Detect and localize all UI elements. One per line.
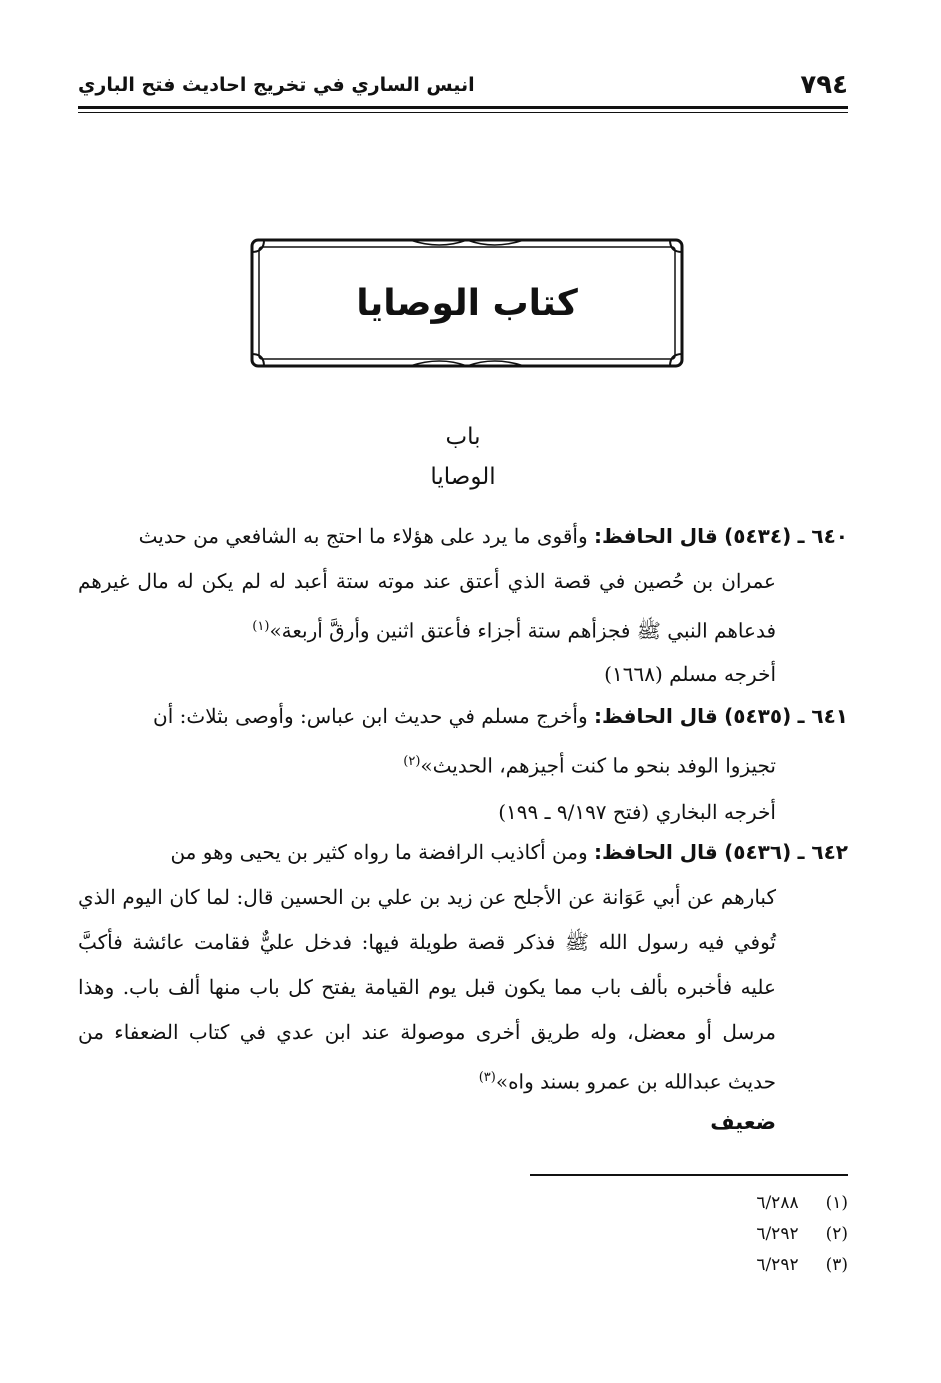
takhrij-note: أخرجه مسلم (١٦٦٨) bbox=[604, 662, 776, 686]
entry-text: وأخرج مسلم في حديث ابن عباس: وأوصى بثلاث: أن bbox=[153, 704, 588, 728]
entry-continuation bbox=[78, 875, 848, 1105]
entry-lead: قال الحافظ: bbox=[594, 704, 718, 728]
footnote-text: ٦/٢٩٢ bbox=[756, 1255, 799, 1275]
header-rule bbox=[78, 106, 848, 109]
entry-text: ومن أكاذيب الرافضة ما رواه كثير بن يحيى وهو من bbox=[170, 840, 588, 864]
book-title: انيس الساري في تخريج احاديث فتح الباري bbox=[78, 74, 475, 96]
entry-lead: قال الحافظ: bbox=[594, 840, 718, 864]
entry-reference: (٥٤٣٤) bbox=[724, 524, 792, 548]
hadith-entry bbox=[78, 830, 848, 1105]
footnote-rule bbox=[530, 1174, 848, 1176]
entry-number: ٦٤٢ ـ bbox=[797, 840, 848, 864]
footnote-marker: (٣) bbox=[478, 1070, 496, 1085]
section-label: باب bbox=[445, 424, 481, 450]
entry-text-rest: عمران بن حُصين في قصة الذي أعتق عند موته ستة أعبد له لم يكن له مال غيرهم فدعاهم النبي ﷺ فجزأهم ستة أجزاء فأعتق اثنين وأرقَّ أربعة» bbox=[78, 569, 776, 643]
entry-number: ٦٤٠ ـ bbox=[797, 524, 848, 548]
footnote-item bbox=[560, 1250, 848, 1281]
entry-reference: (٥٤٣٦) bbox=[724, 840, 792, 864]
footnote-text: ٦/٢٨٨ bbox=[756, 1193, 799, 1213]
footnote-number: (٢) bbox=[825, 1224, 848, 1244]
entry-reference: (٥٤٣٥) bbox=[724, 704, 792, 728]
footnote-item bbox=[560, 1219, 848, 1250]
section-title: الوصايا bbox=[430, 464, 496, 490]
entry-first-line bbox=[78, 514, 848, 559]
running-header bbox=[78, 68, 848, 110]
entry-continuation bbox=[78, 739, 848, 789]
entry-text-rest: تجيزوا الوفد بنحو ما كنت أجيزهم، الحديث» bbox=[420, 753, 776, 778]
chapter-title: كتاب الوصايا bbox=[356, 282, 578, 324]
page-number: ٧٩٤ bbox=[800, 70, 848, 100]
entry-text-rest: كبارهم عن أبي عَوَانة عن الأجلح عن زيد بن علي بن الحسين قال: لما كان اليوم الذي تُوفي فيه رسول الله ﷺ فذكر قصة طويلة فيها: فدخل عليٌّ فقامت عائشة فأكبَّ عليه فأخبره بألف باب مما يكون قبل يوم القيامة يفتح كل باب منها ألف باب. وهذا مرسل أو معضل، وله طريق أخرى موصولة عند ابن عدي في كتاب الضعفاء من حديث عبدالله بن عمرو بسند واه» bbox=[78, 885, 776, 1094]
entry-number: ٦٤١ ـ bbox=[797, 704, 848, 728]
footnote-marker: (١) bbox=[252, 619, 270, 634]
entry-first-line bbox=[78, 830, 848, 875]
entry-continuation bbox=[78, 559, 848, 654]
footnote-text: ٦/٢٩٢ bbox=[756, 1224, 799, 1244]
footnote-marker: (٢) bbox=[403, 754, 421, 769]
entry-first-line bbox=[78, 694, 848, 739]
footnotes bbox=[560, 1188, 848, 1281]
footnote-number: (٣) bbox=[825, 1255, 848, 1275]
hadith-entry bbox=[78, 514, 848, 654]
header-rule-thin bbox=[78, 112, 848, 113]
footnote-item bbox=[560, 1188, 848, 1219]
hadith-entry bbox=[78, 694, 848, 789]
entry-lead: قال الحافظ: bbox=[594, 524, 718, 548]
entry-text: وأقوى ما يرد على هؤلاء ما احتج به الشافعي من حديث bbox=[138, 524, 588, 548]
chapter-frame bbox=[250, 238, 684, 368]
footnote-number: (١) bbox=[825, 1193, 848, 1213]
takhrij-note: أخرجه البخاري (فتح ٩/١٩٧ ـ ١٩٩) bbox=[498, 800, 776, 824]
hadith-grade: ضعيف bbox=[710, 1110, 776, 1134]
